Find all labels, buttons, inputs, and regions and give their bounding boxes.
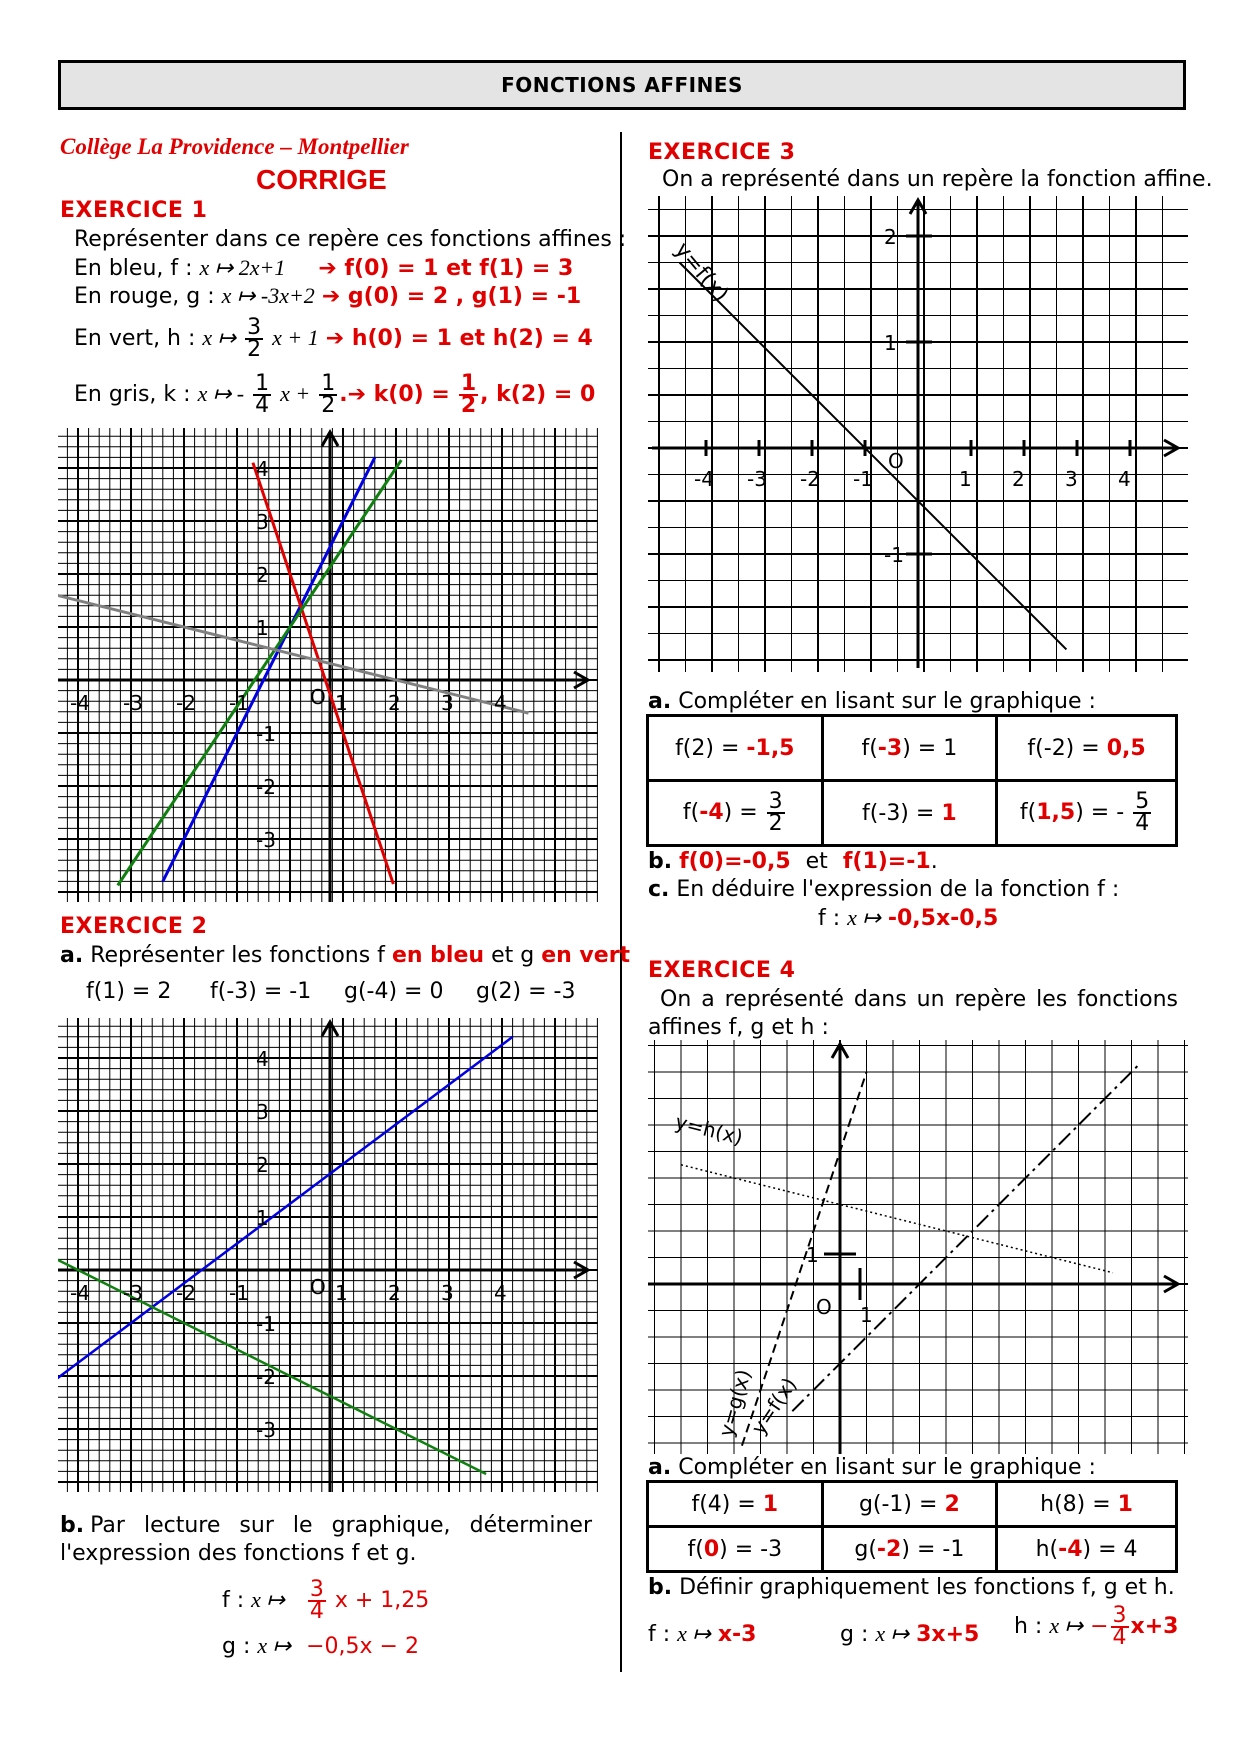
ex1-gris-ans-den: 2 — [460, 393, 477, 418]
ex2-f-fraction — [308, 1577, 326, 1624]
ex4-title: EXERCICE 4 — [648, 958, 796, 983]
ex3-c-answer: f : x ↦ -0,5x-0,5 — [818, 905, 999, 931]
ex2-y-ticks — [256, 1047, 276, 1442]
ex1-vert-den: 2 — [247, 337, 262, 362]
ex3-b-label: b. — [648, 849, 673, 874]
ex1-y-tick-label: -3 — [256, 828, 276, 852]
ex3-cell-2-2: f(-3) = 1 — [822, 781, 997, 846]
ex1-gris-mid: x + — [280, 381, 311, 406]
ex3-b-line: b. f(0)=-0,5 et f(1)=-1. — [648, 849, 938, 874]
ex2-x-tick-label: -1 — [229, 1281, 249, 1305]
ex1-bleu-answer: ➔ f(0) = 1 et f(1) = 3 — [318, 256, 574, 281]
ex2-f-answer — [222, 1577, 430, 1624]
ex3-a-label: a. — [648, 689, 672, 714]
ex2-a-line — [60, 942, 630, 970]
ex3-x-tick-label: -1 — [853, 467, 873, 491]
ex1-y-tick-label: 4 — [256, 457, 269, 481]
ex3-curve-label: y=f(x) — [669, 237, 734, 308]
ex4-cell-2-2: g(-2) = -1 — [822, 1527, 997, 1572]
ex3-table-row — [648, 716, 1177, 781]
ex2-grid — [58, 1018, 598, 1492]
page-title: FONCTIONS AFFINES — [58, 60, 1186, 110]
ex1-intro: Représenter dans ce repère ces fonctions affines : — [74, 227, 627, 252]
ex1-x-tick-label: -1 — [229, 691, 249, 715]
ex4-h-expr: x+3 — [1130, 1614, 1179, 1639]
ex1-x-tick-label: 4 — [494, 691, 507, 715]
ex1-rouge-expr: x ↦ -3x+2 — [221, 283, 315, 308]
ex3-line-f — [680, 263, 1067, 650]
corrige-title: CORRIGE — [256, 164, 387, 195]
ex2-g-answer — [222, 1632, 419, 1661]
ex3-cell-1-3: f(-2) = 0,5 — [997, 716, 1177, 781]
ex3-origin: O — [888, 449, 904, 473]
ex1-rouge-answer: ➔ g(0) = 2 , g(1) = -1 — [321, 284, 582, 309]
ex2-graph — [58, 1018, 598, 1492]
ex3-table-row — [648, 781, 1177, 846]
ex4-table-row — [648, 1482, 1177, 1527]
ex2-b-text1: Par lecture sur le graphique, déterminer — [90, 1513, 592, 1538]
ex1-origin: O — [310, 685, 326, 709]
ex1-x-tick-label: 1 — [335, 691, 348, 715]
ex1-gris-den: 4 — [255, 393, 270, 418]
ex1-y-tick-label: 1 — [256, 616, 269, 640]
ex4-b-label: b. — [648, 1575, 673, 1600]
ex3-x-tick-label: 2 — [1012, 467, 1025, 491]
ex1-gris-line — [74, 371, 596, 418]
ex1-vert-map: x ↦ — [202, 325, 237, 350]
ex2-x-tick-label: 3 — [441, 1281, 454, 1305]
ex3-cell-2-3: f(1,5) = - $\frac{5}{4}$ — [997, 781, 1177, 846]
ex4-graph — [648, 1040, 1188, 1454]
ex4-a-text: Compléter en lisant sur le graphique : — [678, 1455, 1096, 1480]
ex2-a-text2: et g — [491, 943, 535, 968]
ex3-y-tick-label: 1 — [884, 331, 897, 355]
ex4-label-f: y=f(x) — [746, 1373, 802, 1439]
ex4-b-line — [648, 1574, 1175, 1602]
ex4-tick-1x: 1 — [860, 1303, 873, 1327]
ex1-gris-den2: 2 — [321, 393, 336, 418]
ex1-vert-label: En vert, h : — [74, 326, 196, 351]
ex3-c-label: c. — [648, 877, 670, 902]
ex2-g-map: x ↦ — [257, 1633, 292, 1658]
ex2-y-tick-label: -2 — [256, 1365, 276, 1389]
ex2-a-bleu: en bleu — [391, 943, 485, 968]
ex3-a-line — [648, 688, 1096, 716]
ex2-cond1: f(1) = 2 — [86, 979, 172, 1004]
ex2-y-tick-label: -3 — [256, 1418, 276, 1442]
ex3-x-tick-label: -2 — [800, 467, 820, 491]
ex1-rouge-line — [74, 282, 581, 311]
ex1-bleu-expr: x ↦ 2x+1 — [199, 255, 286, 280]
ex3-x-tick-label: 3 — [1065, 467, 1078, 491]
ex4-tick-1y: 1 — [806, 1243, 819, 1267]
column-divider — [620, 132, 622, 1672]
ex2-line-blue-f — [58, 1037, 513, 1387]
ex1-rouge-label: En rouge, g : — [74, 284, 215, 309]
ex2-a-label: a. — [60, 943, 84, 968]
ex4-h-answer: h : x ↦ − $\frac{3}{4}$ x+3 — [1014, 1603, 1179, 1650]
ex4-a-line — [648, 1454, 1096, 1482]
ex3-table — [646, 714, 1178, 847]
ex3-x-tick-label: 4 — [1118, 467, 1131, 491]
ex2-cond3: g(-4) = 0 — [344, 979, 444, 1004]
ex1-bleu-line — [74, 254, 573, 283]
ex2-a-vert: en vert — [541, 943, 631, 968]
ex4-intro2: affines f, g et h : — [648, 1015, 829, 1040]
ex3-intro: On a représenté dans un repère la fonction affine. — [662, 167, 1213, 192]
ex2-cond4: g(2) = -3 — [476, 979, 576, 1004]
ex3-cell-2-1: f(-4) = $\frac{3}{2}$ — [648, 781, 823, 846]
ex1-gris-ans-num: 1 — [460, 371, 477, 396]
ex4-h-fraction: $\frac{3}{4}$ — [1112, 1603, 1127, 1650]
ex1-vert-num: 3 — [247, 315, 262, 340]
ex2-y-tick-label: 2 — [256, 1153, 269, 1177]
ex1-x-tick-label: -3 — [123, 691, 143, 715]
ex2-f-map: x ↦ — [251, 1587, 285, 1612]
ex4-cell-2-1: f(0) = -3 — [648, 1527, 823, 1572]
ex1-vert-line — [74, 315, 593, 362]
ex4-table — [646, 1480, 1178, 1573]
ex3-c-line — [648, 876, 1119, 904]
ex3-cell-1-1: f(2) = -1,5 — [648, 716, 823, 781]
ex1-bleu-label: En bleu, f : — [74, 256, 193, 281]
ex2-f-label: f : — [222, 1588, 245, 1613]
ex1-gris-num2: 1 — [321, 371, 336, 396]
ex3-b-ans2: f(1)=-1 — [842, 849, 931, 874]
ex1-vert-answer: ➔ h(0) = 1 et h(2) = 4 — [325, 326, 593, 351]
ex2-x-tick-label: 1 — [335, 1281, 348, 1305]
ex3-y-tick-label: -1 — [884, 543, 904, 567]
ex2-title: EXERCICE 2 — [60, 914, 208, 939]
ex4-label-g: y=g(x) — [713, 1366, 756, 1440]
ex1-title: EXERCICE 1 — [60, 198, 208, 223]
ex4-table-row — [648, 1527, 1177, 1572]
ex4-f-expr: x-3 — [717, 1622, 757, 1647]
school-name: Collège La Providence – Montpellier — [60, 134, 409, 159]
ex2-g-expr: −0,5x − 2 — [306, 1634, 419, 1659]
ex2-cond2: f(-3) = -1 — [210, 979, 312, 1004]
ex2-origin: O — [310, 1275, 326, 1299]
ex2-x-tick-label: -3 — [123, 1281, 143, 1305]
ex2-a-text1: Représenter les fonctions f — [90, 943, 385, 968]
ex2-y-tick-label: -1 — [256, 1312, 276, 1336]
ex4-b-text: Définir graphiquement les fonctions f, g et h. — [679, 1575, 1175, 1600]
ex3-y-tick-label: 2 — [884, 225, 897, 249]
ex2-y-tick-label: 3 — [256, 1100, 269, 1124]
ex2-f-rest: x + 1,25 — [334, 1588, 430, 1613]
ex1-graph — [58, 428, 598, 902]
ex1-gris-fraction — [253, 371, 271, 418]
ex1-x-tick-label: -2 — [176, 691, 196, 715]
ex4-f-answer: f : x ↦ x-3 — [648, 1621, 757, 1647]
ex3-c-text: En déduire l'expression de la fonction f : — [676, 877, 1120, 902]
ex1-gris-ans-fraction — [459, 371, 478, 418]
ex1-grid — [58, 428, 598, 902]
ex3-b-et: et — [805, 849, 828, 874]
ex2-g-label: g : — [222, 1634, 251, 1659]
ex4-cell-1-2: g(-1) = 2 — [822, 1482, 997, 1527]
ex1-gris-answer: .➔ k(0) = — [339, 382, 450, 407]
ex3-x-tick-label: -3 — [747, 467, 767, 491]
ex2-x-tick-label: -4 — [70, 1281, 90, 1305]
ex3-a-text: Compléter en lisant sur le graphique : — [678, 689, 1096, 714]
ex3-title: EXERCICE 3 — [648, 140, 796, 165]
ex1-vert-rest: x + 1 — [272, 325, 319, 350]
ex4-cell-1-1: f(4) = 1 — [648, 1482, 823, 1527]
ex4-g-expr: 3x+5 — [916, 1622, 980, 1647]
ex4-cell-2-3: h(-4) = 4 — [997, 1527, 1177, 1572]
ex3-b-ans1: f(0)=-0,5 — [679, 849, 791, 874]
ex2-f-den: 4 — [309, 1599, 324, 1624]
ex3-cell-1-2: f(-3) = 1 — [822, 716, 997, 781]
ex4-intro1: On a représenté dans un repère les fonctions — [660, 987, 1178, 1012]
ex1-y-tick-label: 2 — [256, 563, 269, 587]
ex3-graph — [648, 196, 1188, 672]
ex2-b-label: b. — [60, 1513, 85, 1538]
ex3-x-tick-label: -4 — [694, 467, 714, 491]
ex2-b-line1 — [60, 1512, 592, 1540]
ex1-gris-num: 1 — [255, 371, 270, 396]
ex4-cell-1-3: h(8) = 1 — [997, 1482, 1177, 1527]
ex1-y-tick-label: 3 — [256, 510, 269, 534]
ex2-f-num: 3 — [309, 1577, 324, 1602]
ex1-gris-answer2: , k(2) = 0 — [480, 382, 596, 407]
ex2-y-tick-label: 4 — [256, 1047, 269, 1071]
ex1-x-tick-label: -4 — [70, 691, 90, 715]
ex4-a-label: a. — [648, 1455, 672, 1480]
ex1-x-tick-label: 2 — [388, 691, 401, 715]
ex1-vert-fraction — [245, 315, 263, 362]
ex4-g-answer: g : x ↦ 3x+5 — [840, 1621, 980, 1647]
ex1-x-tick-label: 3 — [441, 691, 454, 715]
ex4-label-h: y=h(x) — [672, 1109, 746, 1150]
ex4-line-f — [792, 1064, 1139, 1411]
ex2-x-tick-label: -2 — [176, 1281, 196, 1305]
ex3-c-expr: -0,5x-0,5 — [887, 906, 999, 931]
ex3-x-tick-label: 1 — [959, 467, 972, 491]
ex2-x-tick-label: 4 — [494, 1281, 507, 1305]
ex4-line-h — [681, 1165, 1113, 1273]
ex1-gris-fraction2 — [319, 371, 337, 418]
ex2-y-tick-label: 1 — [256, 1206, 269, 1230]
ex1-y-tick-label: -1 — [256, 722, 276, 746]
ex1-gris-label: En gris, k : — [74, 382, 191, 407]
ex2-x-tick-label: 2 — [388, 1281, 401, 1305]
ex2-b-text2: l'expression des fonctions f et g. — [60, 1541, 417, 1566]
ex1-y-tick-label: -2 — [256, 775, 276, 799]
ex1-gris-map: x ↦ - — [197, 381, 245, 406]
ex4-origin: O — [816, 1295, 832, 1319]
